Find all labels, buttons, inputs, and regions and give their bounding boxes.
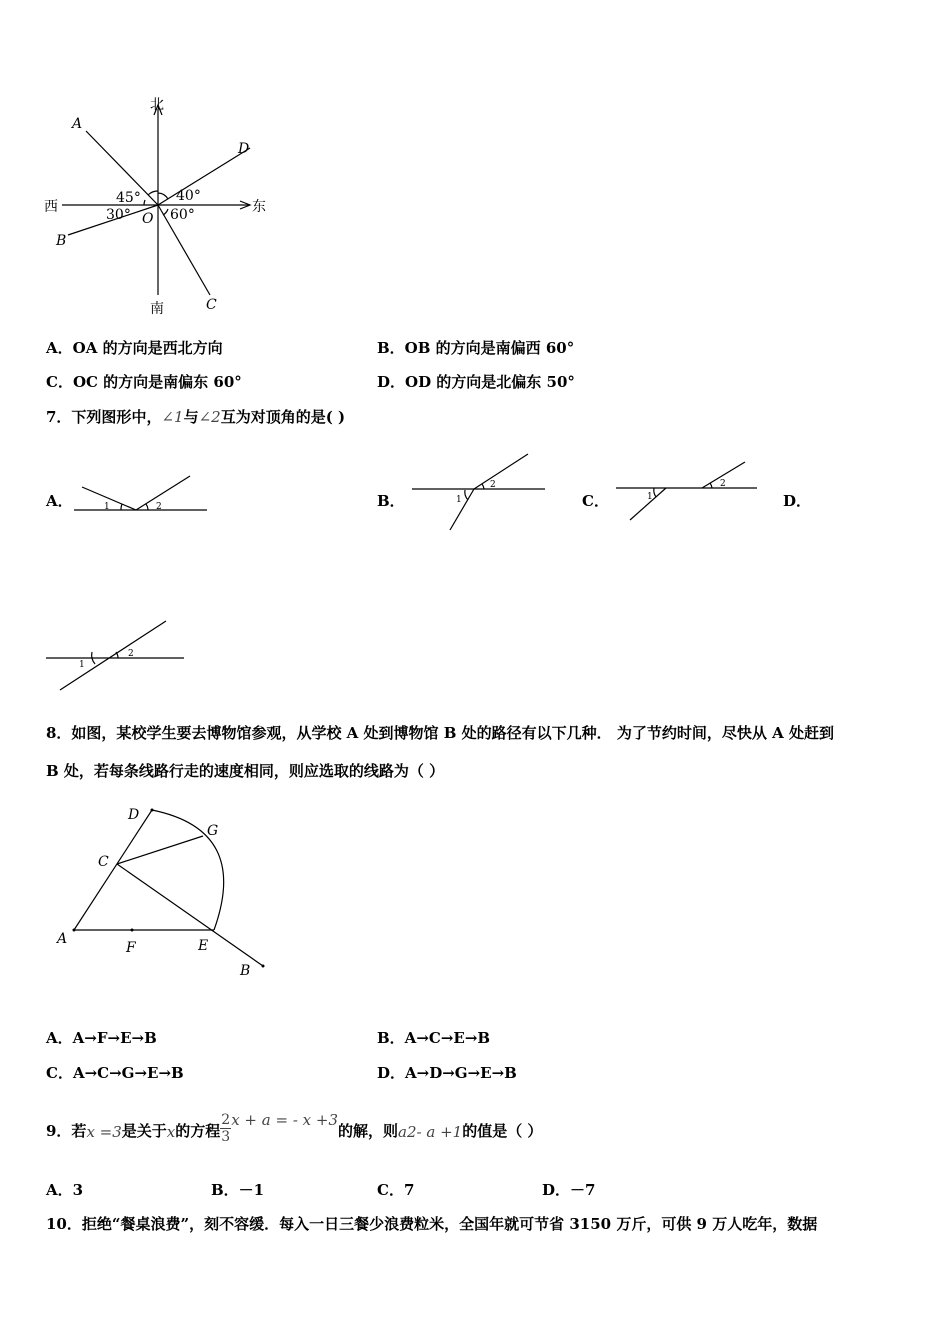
east-label: 东 (252, 199, 266, 215)
q7-stem-suffix: 互为对顶角的是( ) (220, 408, 346, 426)
q9-option-d[interactable]: D．－7 (542, 1181, 596, 1199)
point-a-label: A (72, 116, 83, 132)
q9-option-a[interactable]: A．3 (46, 1181, 84, 1199)
q7-figure-b (410, 450, 550, 535)
q9-option-c[interactable]: C．7 (377, 1181, 415, 1199)
q8-route-figure (50, 798, 280, 983)
q9-p3: 的方程 (175, 1122, 221, 1140)
west-label: 西 (44, 199, 58, 215)
q8-point-d: D (128, 807, 140, 823)
q8-option-d[interactable]: D．A→D→G→E→B (377, 1064, 517, 1082)
q9-frac-num: 2 (221, 1112, 231, 1128)
q8-option-c[interactable]: C．A→C→G→E→B (46, 1064, 184, 1082)
q7a-mark1: 1 (104, 502, 110, 512)
q9-p5: 的值是（ ） (462, 1122, 543, 1140)
q8-point-b: B (240, 963, 251, 979)
q9-expr-base: a (398, 1123, 407, 1141)
q9-p4: 的解，则 (338, 1122, 399, 1140)
q7-figure-d (44, 618, 189, 694)
north-label: 北 (150, 97, 164, 113)
q9-option-b[interactable]: B．－1 (211, 1181, 265, 1199)
q9-p2: 是关于 (121, 1122, 167, 1140)
q9-cond: x =3 (86, 1123, 122, 1141)
q7-angle2: ∠2 (198, 408, 221, 426)
q9-stem (46, 1095, 543, 1145)
q9-var: x (166, 1123, 176, 1141)
q7c-mark1: 1 (647, 492, 653, 502)
q8-option-b[interactable]: B．A→C→E→B (377, 1029, 491, 1047)
q7d-mark1: 1 (79, 660, 85, 670)
q7-option-d-label[interactable]: D． (783, 492, 812, 510)
q9-eq-rest: x + a = - x +3 (231, 1110, 338, 1129)
point-b-label: B (56, 233, 67, 249)
origin-label: O (142, 211, 154, 227)
q10-stem: 10．拒绝“餐桌浪费”，刻不容缓．每入一日三餐少浪费粒米，全国年就可节省 3150 万斤，可供 9 万人吃年，数据 (46, 1215, 818, 1233)
q8-point-f: F (126, 940, 136, 956)
point-c-label: C (206, 297, 217, 313)
q7-figure-a (70, 470, 210, 520)
q7b-mark1: 1 (456, 495, 462, 505)
q8-point-a: A (57, 931, 68, 947)
q9-frac-den: 3 (221, 1129, 231, 1145)
angle-d-label: 40° (176, 188, 201, 204)
q7b-mark2: 2 (490, 480, 496, 490)
q9-expr-rest: - a +1 (416, 1123, 463, 1141)
q6-option-b[interactable]: B．OB 的方向是南偏西 60° (377, 339, 575, 357)
south-label: 南 (150, 301, 164, 317)
q7c-mark2: 2 (720, 479, 726, 489)
q9-fraction (220, 1112, 231, 1145)
q6-option-a[interactable]: A．OA 的方向是西北方向 (46, 339, 223, 357)
compass-figure (40, 95, 280, 320)
q8-stem-line1: 8．如图，某校学生要去博物馆参观，从学校 A 处到博物馆 B 处的路径有以下几种． 为了节约时间，尽快从 A 处赶到 (46, 724, 834, 742)
q7-with: 与 (183, 408, 199, 426)
q7-angle1: ∠1 (161, 408, 184, 426)
q8-stem-line2: B 处，若每条线路行走的速度相同，则应选取的线路为（ ） (46, 762, 445, 780)
angle-a-label: 45° (116, 190, 141, 206)
q9-p1: 9．若 (46, 1122, 87, 1140)
q7-option-a-label[interactable]: A． (46, 492, 73, 510)
q8-point-g: G (207, 823, 219, 839)
q7-option-b-label[interactable]: B． (377, 492, 405, 510)
q6-option-d[interactable]: D．OD 的方向是北偏东 50° (377, 373, 575, 391)
q9-expr-exp: 2 (406, 1123, 417, 1141)
angle-c-label: 60° (170, 207, 195, 223)
q6-option-c[interactable]: C．OC 的方向是南偏东 60° (46, 373, 242, 391)
q8-point-e: E (198, 938, 209, 954)
q7-option-c-label[interactable]: C． (582, 492, 609, 510)
q8-point-c: C (98, 854, 109, 870)
q9-equation (220, 1112, 338, 1145)
q7-stem-prefix: 7．下列图形中， (46, 408, 162, 426)
q7-stem (46, 406, 345, 427)
q7-figure-c (612, 458, 762, 524)
point-d-label: D (238, 141, 250, 157)
q8-option-a[interactable]: A．A→F→E→B (46, 1029, 157, 1047)
angle-b-label: 30° (106, 207, 131, 223)
q7a-mark2: 2 (156, 502, 162, 512)
q7d-mark2: 2 (128, 649, 134, 659)
